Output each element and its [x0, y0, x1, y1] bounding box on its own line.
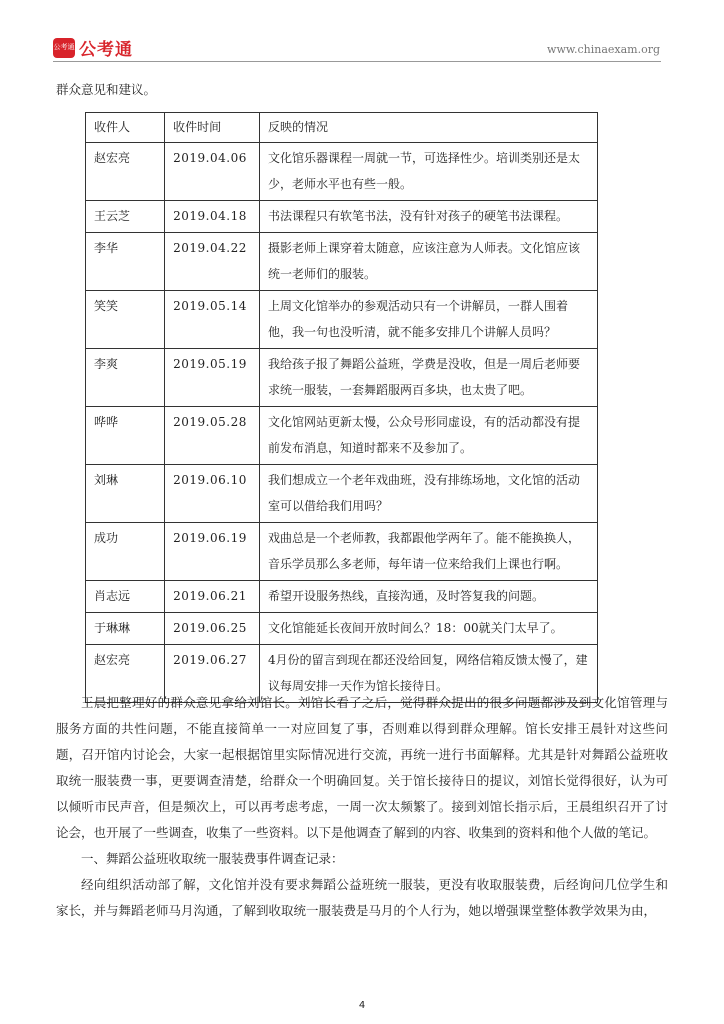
header-content: 反映的情况 [260, 113, 598, 143]
table-row [86, 523, 598, 581]
cell-date: 2019.04.18 [165, 201, 260, 233]
cell-date: 2019.06.21 [165, 581, 260, 613]
cell-text: 上周文化馆举办的参观活动只有一个讲解员，一群人围着他，我一句也没听清，就不能多安排几个讲解人员吗？ [260, 291, 598, 349]
table-row [86, 291, 598, 349]
logo-mark-icon: 公考通 [53, 38, 75, 58]
cell-name: 李华 [86, 233, 165, 291]
header-recipient: 收件人 [86, 113, 165, 143]
site-url[interactable]: www.chinaexam.org [547, 43, 660, 56]
cell-name: 笑笑 [86, 291, 165, 349]
body-text [56, 690, 668, 924]
cell-text: 我给孩子报了舞蹈公益班，学费是没收，但是一周后老师要求统一服装，一套舞蹈服两百多块，也太贵了吧。 [260, 349, 598, 407]
cell-date: 2019.06.10 [165, 465, 260, 523]
table-row [86, 407, 598, 465]
page-number: 4 [358, 1000, 366, 1011]
cell-text: 戏曲总是一个老师教，我都跟他学两年了。能不能换换人，音乐学员那么多老师，每年请一位来给我们上课也行啊。 [260, 523, 598, 581]
cell-name: 于琳琳 [86, 613, 165, 645]
cell-text: 文化馆乐器课程一周就一节，可选择性少。培训类别还是太少，老师水平也有些一般。 [260, 143, 598, 201]
header-date: 收件时间 [165, 113, 260, 143]
cell-text: 我们想成立一个老年戏曲班，没有排练场地，文化馆的活动室可以借给我们用吗？ [260, 465, 598, 523]
cell-name: 哗哗 [86, 407, 165, 465]
cell-name: 赵宏亮 [86, 645, 165, 703]
cell-text: 书法课程只有软笔书法，没有针对孩子的硬笔书法课程。 [260, 201, 598, 233]
cell-date: 2019.04.22 [165, 233, 260, 291]
cell-name: 王云芝 [86, 201, 165, 233]
cell-text: 文化馆网站更新太慢，公众号形同虚设，有的活动都没有提前发布消息，知道时都来不及参加了。 [260, 407, 598, 465]
table-row [86, 233, 598, 291]
cell-name: 赵宏亮 [86, 143, 165, 201]
paragraph-summary: 王晨把整理好的群众意见拿给刘馆长。刘馆长看了之后，觉得群众提出的很多问题都涉及到文化馆管理与服务方面的共性问题，不能直接简单一一对应回复了事，否则难以得到群众理解。馆长安排王晨针对这些问题，召开馆内讨论会，大家一起根据馆里实际情况进行交流，再统一进行书面解释。尤其是针对舞蹈公益班收取统一服装费一事，更要调查清楚，给群众一个明确回复。关于馆长接待日的提议，刘馆长觉得很好，认为可以倾听市民声音，但是频次上，可以再考虑考虑，一周一次太频繁了。接到刘馆长指示后，王晨组织召开了讨论会，也开展了一些调查，收集了一些资料。以下是他调查了解到的内容、收集到的资料和他个人做的笔记。 [56, 695, 668, 840]
feedback-table [85, 112, 598, 703]
cell-date: 2019.05.19 [165, 349, 260, 407]
cell-date: 2019.06.25 [165, 613, 260, 645]
cell-date: 2019.06.19 [165, 523, 260, 581]
header-divider [53, 61, 661, 62]
table-row [86, 613, 598, 645]
cell-name: 成功 [86, 523, 165, 581]
intro-text: 群众意见和建议。 [56, 82, 157, 97]
logo-text: 公考通 [79, 40, 133, 60]
cell-name: 李爽 [86, 349, 165, 407]
table-header-row [86, 113, 598, 143]
table-row [86, 465, 598, 523]
cell-date: 2019.05.14 [165, 291, 260, 349]
cell-text: 文化馆能延长夜间开放时间么？18：00就关门太早了。 [260, 613, 598, 645]
table-row [86, 143, 598, 201]
table-row [86, 201, 598, 233]
section-heading: 一、舞蹈公益班收取统一服装费事件调查记录： [81, 851, 344, 866]
cell-text: 摄影老师上课穿着太随意，应该注意为人师表。文化馆应该统一老师们的服装。 [260, 233, 598, 291]
paragraph-investigation: 经向组织活动部了解，文化馆并没有要求舞蹈公益班统一服装，更没有收取服装费，后经询问几位学生和家长，并与舞蹈老师马月沟通，了解到收取统一服装费是马月的个人行为，她以增强课堂整体教学效果为由， [56, 877, 668, 918]
cell-date: 2019.05.28 [165, 407, 260, 465]
brand-logo[interactable] [53, 35, 133, 60]
table-row [86, 349, 598, 407]
table-row [86, 581, 598, 613]
cell-date: 2019.06.27 [165, 645, 260, 703]
cell-date: 2019.04.06 [165, 143, 260, 201]
cell-text: 希望开设服务热线，直接沟通，及时答复我的问题。 [260, 581, 598, 613]
page-header [0, 0, 724, 62]
cell-text: 4月份的留言到现在都还没给回复，网络信箱反馈太慢了，建议每周安排一天作为馆长接待日。 [260, 645, 598, 703]
cell-name: 刘琳 [86, 465, 165, 523]
cell-name: 肖志远 [86, 581, 165, 613]
